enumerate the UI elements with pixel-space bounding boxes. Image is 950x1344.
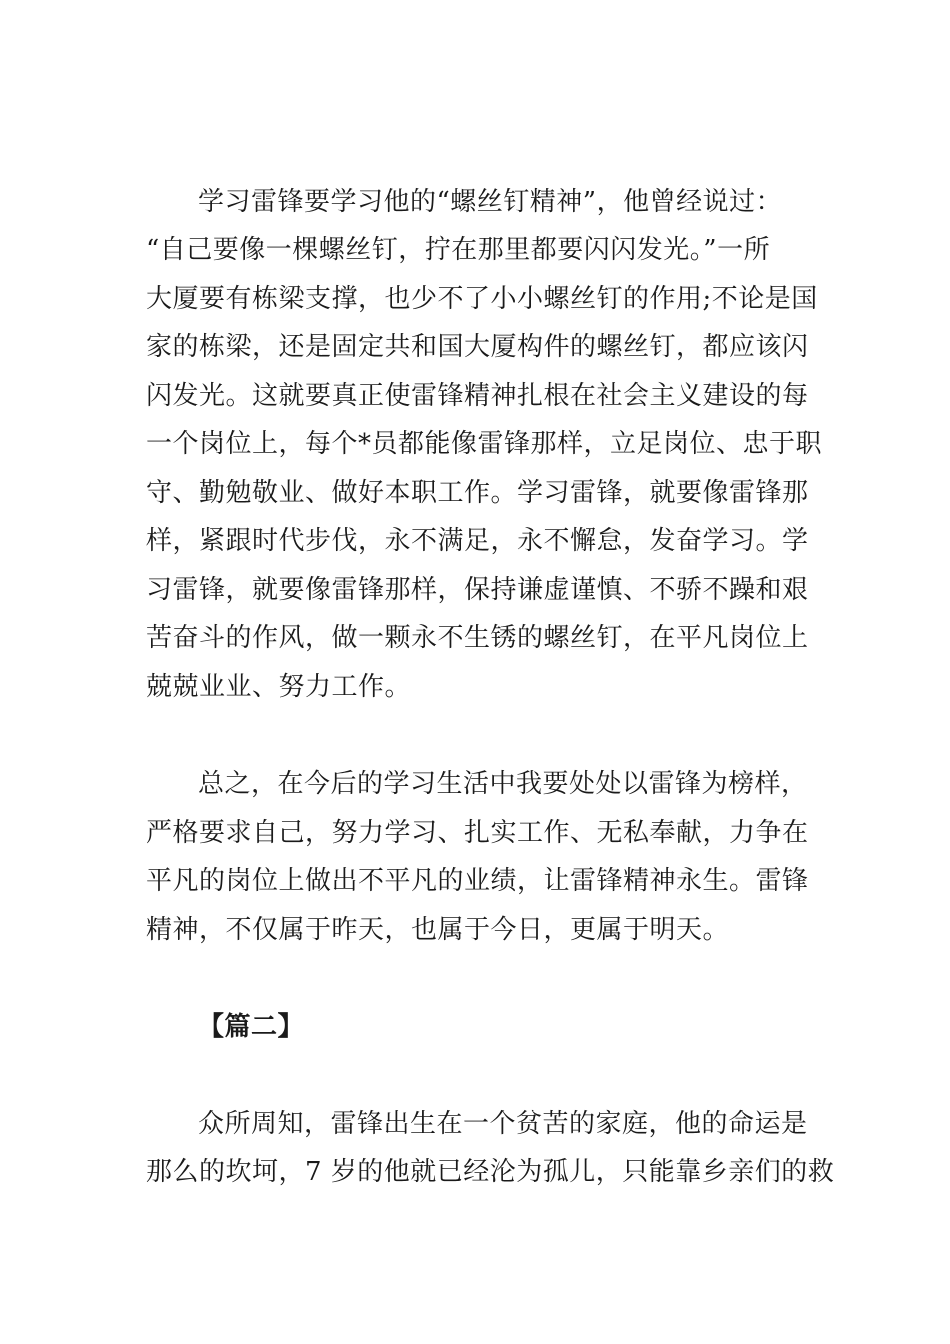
paragraph-2-line-2: 严格要求自己，努力学习、扎实工作、无私奉献，力争在	[146, 818, 809, 848]
section-heading: 【篇二】	[198, 1012, 305, 1042]
paragraph-1-line-2: “自己要像一棵螺丝钉，拧在那里都要闪闪发光。”一所	[146, 235, 771, 265]
paragraph-2-line-3: 平凡的岗位上做出不平凡的业绩，让雷锋精神永生。雷锋	[146, 866, 809, 896]
paragraph-1-line-10: 苦奋斗的作风，做一颗永不生锈的螺丝钉，在平凡岗位上	[146, 623, 809, 653]
paragraph-1-line-6: 一个岗位上，每个*员都能像雷锋那样，立足岗位、忠于职	[146, 429, 823, 459]
paragraph-1-line-9: 习雷锋，就要像雷锋那样，保持谦虚谨慎、不骄不躁和艰	[146, 575, 809, 605]
paragraph-1-line-1: 学习雷锋要学习他的“螺丝钉精神”，他曾经说过：	[198, 187, 783, 217]
paragraph-1-line-5: 闪发光。这就要真正使雷锋精神扎根在社会主义建设的每	[146, 381, 809, 411]
paragraph-1-line-4: 家的栋梁，还是固定共和国大厦构件的螺丝钉，都应该闪	[146, 332, 809, 362]
paragraph-1-line-3: 大厦要有栋梁支撑，也少不了小小螺丝钉的作用;不论是国	[146, 284, 818, 314]
paragraph-1-line-11: 兢兢业业、努力工作。	[146, 672, 412, 702]
paragraph-2-line-4: 精神，不仅属于昨天，也属于今日，更属于明天。	[146, 915, 730, 945]
paragraph-3-line-1: 众所周知，雷锋出生在一个贫苦的家庭，他的命运是	[198, 1109, 808, 1139]
paragraph-1-line-8: 样，紧跟时代步伐，永不满足，永不懈怠，发奋学习。学	[146, 526, 809, 556]
paragraph-2-line-1: 总之，在今后的学习生活中我要处处以雷锋为榜样，	[198, 769, 808, 799]
paragraph-3-line-2: 那么的坎坷，7 岁的他就已经沦为孤儿，只能靠乡亲们的救	[146, 1157, 835, 1187]
paragraph-1-line-7: 守、勤勉敬业、做好本职工作。学习雷锋，就要像雷锋那	[146, 478, 809, 508]
